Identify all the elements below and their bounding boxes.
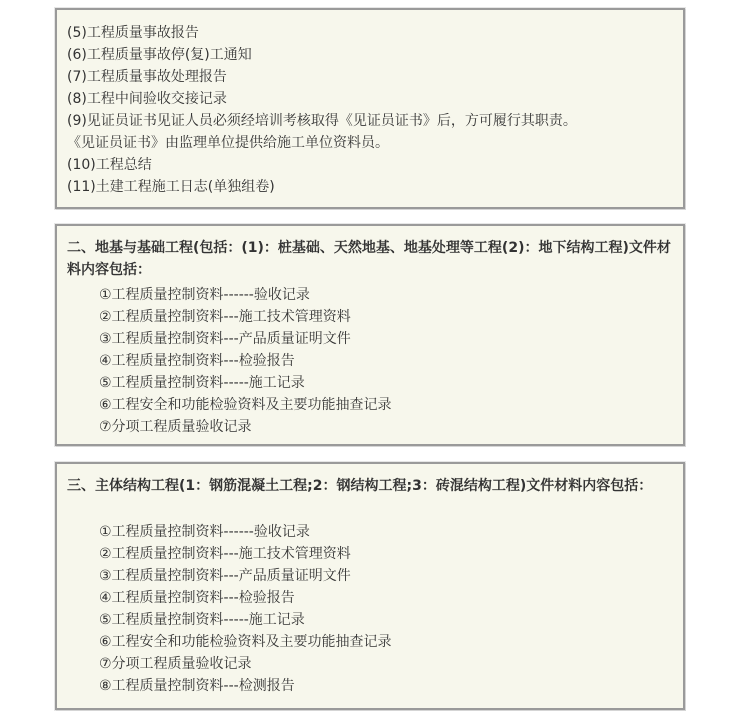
list-item: ⑧工程质量控制资料---检测报告 — [99, 678, 295, 694]
list-item: ⑦分项工程质量验收记录 — [99, 419, 252, 435]
list-item: ③工程质量控制资料---产品质量证明文件 — [99, 331, 351, 347]
section-panel-1 — [55, 8, 685, 209]
list-item: (7)工程质量事故处理报告 — [67, 69, 227, 85]
list-item: ⑥工程安全和功能检验资料及主要功能抽查记录 — [99, 634, 392, 650]
document-list — [99, 521, 392, 697]
list-item: (11)土建工程施工日志(单独组卷) — [67, 179, 275, 195]
list-item: ②工程质量控制资料---施工技术管理资料 — [99, 546, 351, 562]
list-item: (5)工程质量事故报告 — [67, 25, 199, 41]
list-item: 《见证员证书》由监理单位提供给施工单位资料员。 — [67, 135, 389, 151]
list-item: ③工程质量控制资料---产品质量证明文件 — [99, 568, 351, 584]
list-item: ④工程质量控制资料---检验报告 — [99, 353, 295, 369]
list-item: (8)工程中间验收交接记录 — [67, 91, 227, 107]
section-heading: 三、主体结构工程(1：钢筋混凝土工程;2：钢结构工程;3：砖混结构工程)文件材料内容包括： — [67, 478, 653, 494]
list-item: (6)工程质量事故停(复)工通知 — [67, 47, 252, 63]
list-item: ①工程质量控制资料------验收记录 — [99, 287, 310, 303]
section-panel-3 — [55, 462, 685, 710]
document-list — [99, 284, 392, 438]
list-item: (10)工程总结 — [67, 157, 152, 173]
section-panel-2 — [55, 224, 685, 446]
list-item: ⑤工程质量控制资料-----施工记录 — [99, 375, 305, 391]
list-item: ④工程质量控制资料---检验报告 — [99, 590, 295, 606]
list-item: ②工程质量控制资料---施工技术管理资料 — [99, 309, 351, 325]
list-item: ①工程质量控制资料------验收记录 — [99, 524, 310, 540]
list-item: (9)见证员证书见证人员必须经培训考核取得《见证员证书》后，方可履行其职责。 — [67, 113, 577, 129]
list-item: ⑤工程质量控制资料-----施工记录 — [99, 612, 305, 628]
document-list — [67, 22, 577, 198]
list-item: ⑦分项工程质量验收记录 — [99, 656, 252, 672]
list-item: ⑥工程安全和功能检验资料及主要功能抽查记录 — [99, 397, 392, 413]
section-heading: 二、地基与基础工程(包括：(1)：桩基础、天然地基、地基处理等工程(2)：地下结构工程)文件材料内容包括： — [67, 240, 671, 278]
